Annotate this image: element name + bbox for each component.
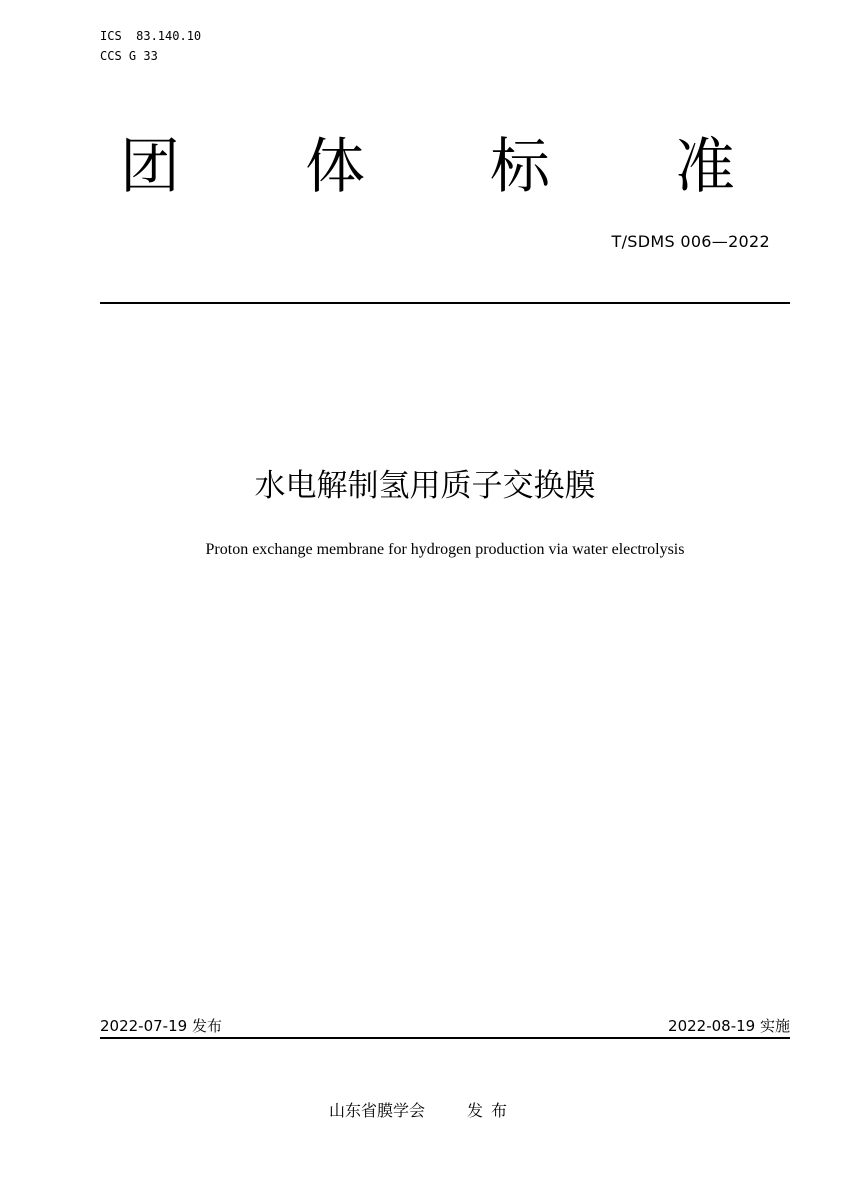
implementation-date: 2022-08-19 实施 bbox=[668, 1017, 790, 1035]
category-char: 团 bbox=[120, 132, 180, 202]
top-divider bbox=[100, 302, 790, 304]
publisher-name: 山东省膜学会 bbox=[329, 1101, 426, 1120]
ics-code: ICS 83.140.10 bbox=[100, 29, 202, 43]
classification-codes bbox=[100, 26, 201, 66]
title-english: Proton exchange membrane for hydrogen production via water electrolysis bbox=[205, 541, 685, 558]
date-row bbox=[100, 1016, 790, 1038]
category-char: 体 bbox=[305, 132, 365, 202]
bottom-divider bbox=[100, 1037, 790, 1039]
publisher-action: 发布 bbox=[467, 1101, 516, 1120]
standard-category-title bbox=[100, 132, 790, 212]
publisher-line bbox=[329, 1100, 515, 1122]
ccs-code: CCS G 33 bbox=[100, 49, 158, 63]
standard-number: T/SDMS 006—2022 bbox=[611, 232, 770, 251]
title-chinese: 水电解制氢用质子交换膜 bbox=[254, 468, 596, 504]
release-date: 2022-07-19 发布 bbox=[100, 1017, 222, 1035]
category-char: 标 bbox=[490, 132, 550, 202]
category-char: 准 bbox=[675, 132, 735, 202]
